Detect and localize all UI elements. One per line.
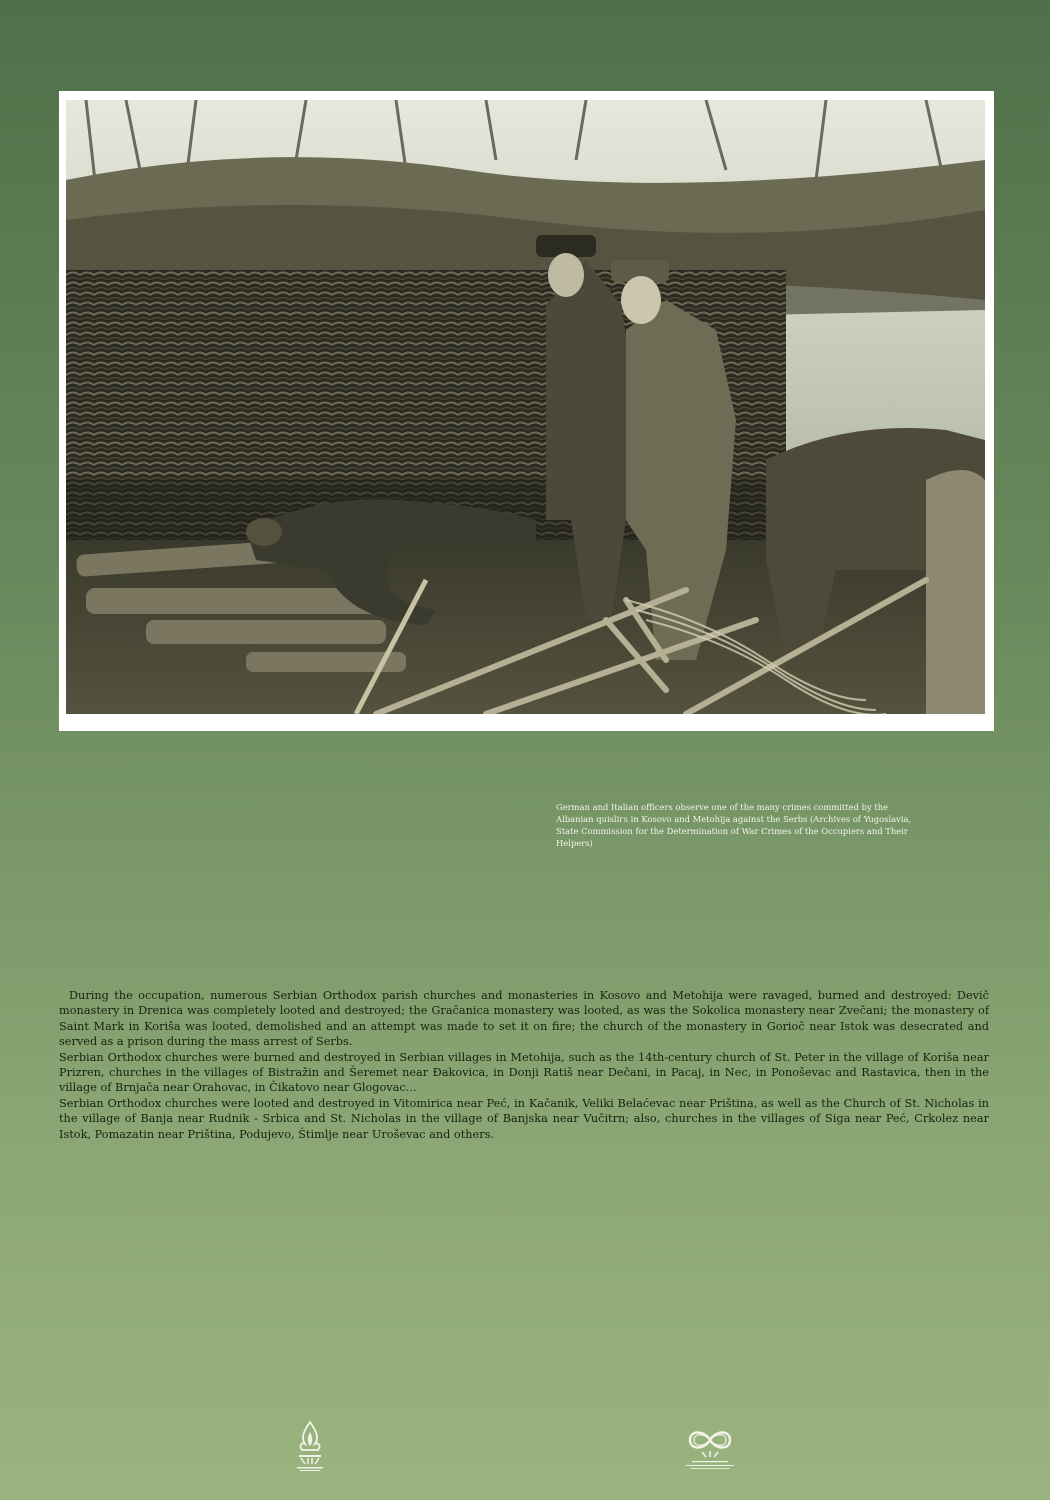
paragraph-2: Serbian Orthodox churches were burned and destroyed in Serbian villages in Metohija, such as the 14th-century church of St. Peter in the village of Koriša near Prizren, churches in the villages of Bistražin and Šeremet near Đakovica, in Donji Ratiš near Dečani, in Pacaj, in Nec, in Ponoševac and Rastavica, then in the village of Brnjača near Orahovac, in Čikatovo near Glogovac... <box>59 1050 989 1095</box>
photo-caption: German and Italian officers observe one of the many crimes committed by the Albanian quislігs in Kosovo and Metohija against the Serbs (Archives of Yugoslavia, State Commission for the Determination of War Crimes of the Occupiers and Their Helpers) <box>556 802 912 848</box>
photo-frame <box>59 91 994 731</box>
paragraph-1: During the occupation, numerous Serbian Orthodox parish churches and monasteries in Kosovo and Metohija were ravaged, burned and destroyed: Devič monastery in Drenica was completely looted and destroyed; the Gračanica monastery was looted, as was the Sokolica monastery near Zvečani; the monastery of Saint Mark in Koriša was looted, demolished and an attempt was made to set it on fire; the church of the monastery in Gorioč near Istok was desecrated and served as a prison during the mass arrest of Serbs. <box>59 989 989 1049</box>
article-body <box>59 988 989 1142</box>
paragraph-3: Serbian Orthodox churches were looted and destroyed in Vitomirica near Peć, in Kačanik, Veliki Belaćevac near Priština, as well as the Church of St. Nicholas in the village of Banja near Rudnik - Srbica and St. Nicholas in the village of Banjska near Vučitrn; also, churches in the villages of Siga near Peć, Crkolez near Istok, Pomazatin near Priština, Podujevo, Štimlje near Uroševac and others. <box>59 1096 989 1141</box>
flame-logo-icon <box>293 1420 327 1472</box>
knot-logo-icon <box>680 1424 740 1472</box>
archival-photo <box>66 100 985 714</box>
